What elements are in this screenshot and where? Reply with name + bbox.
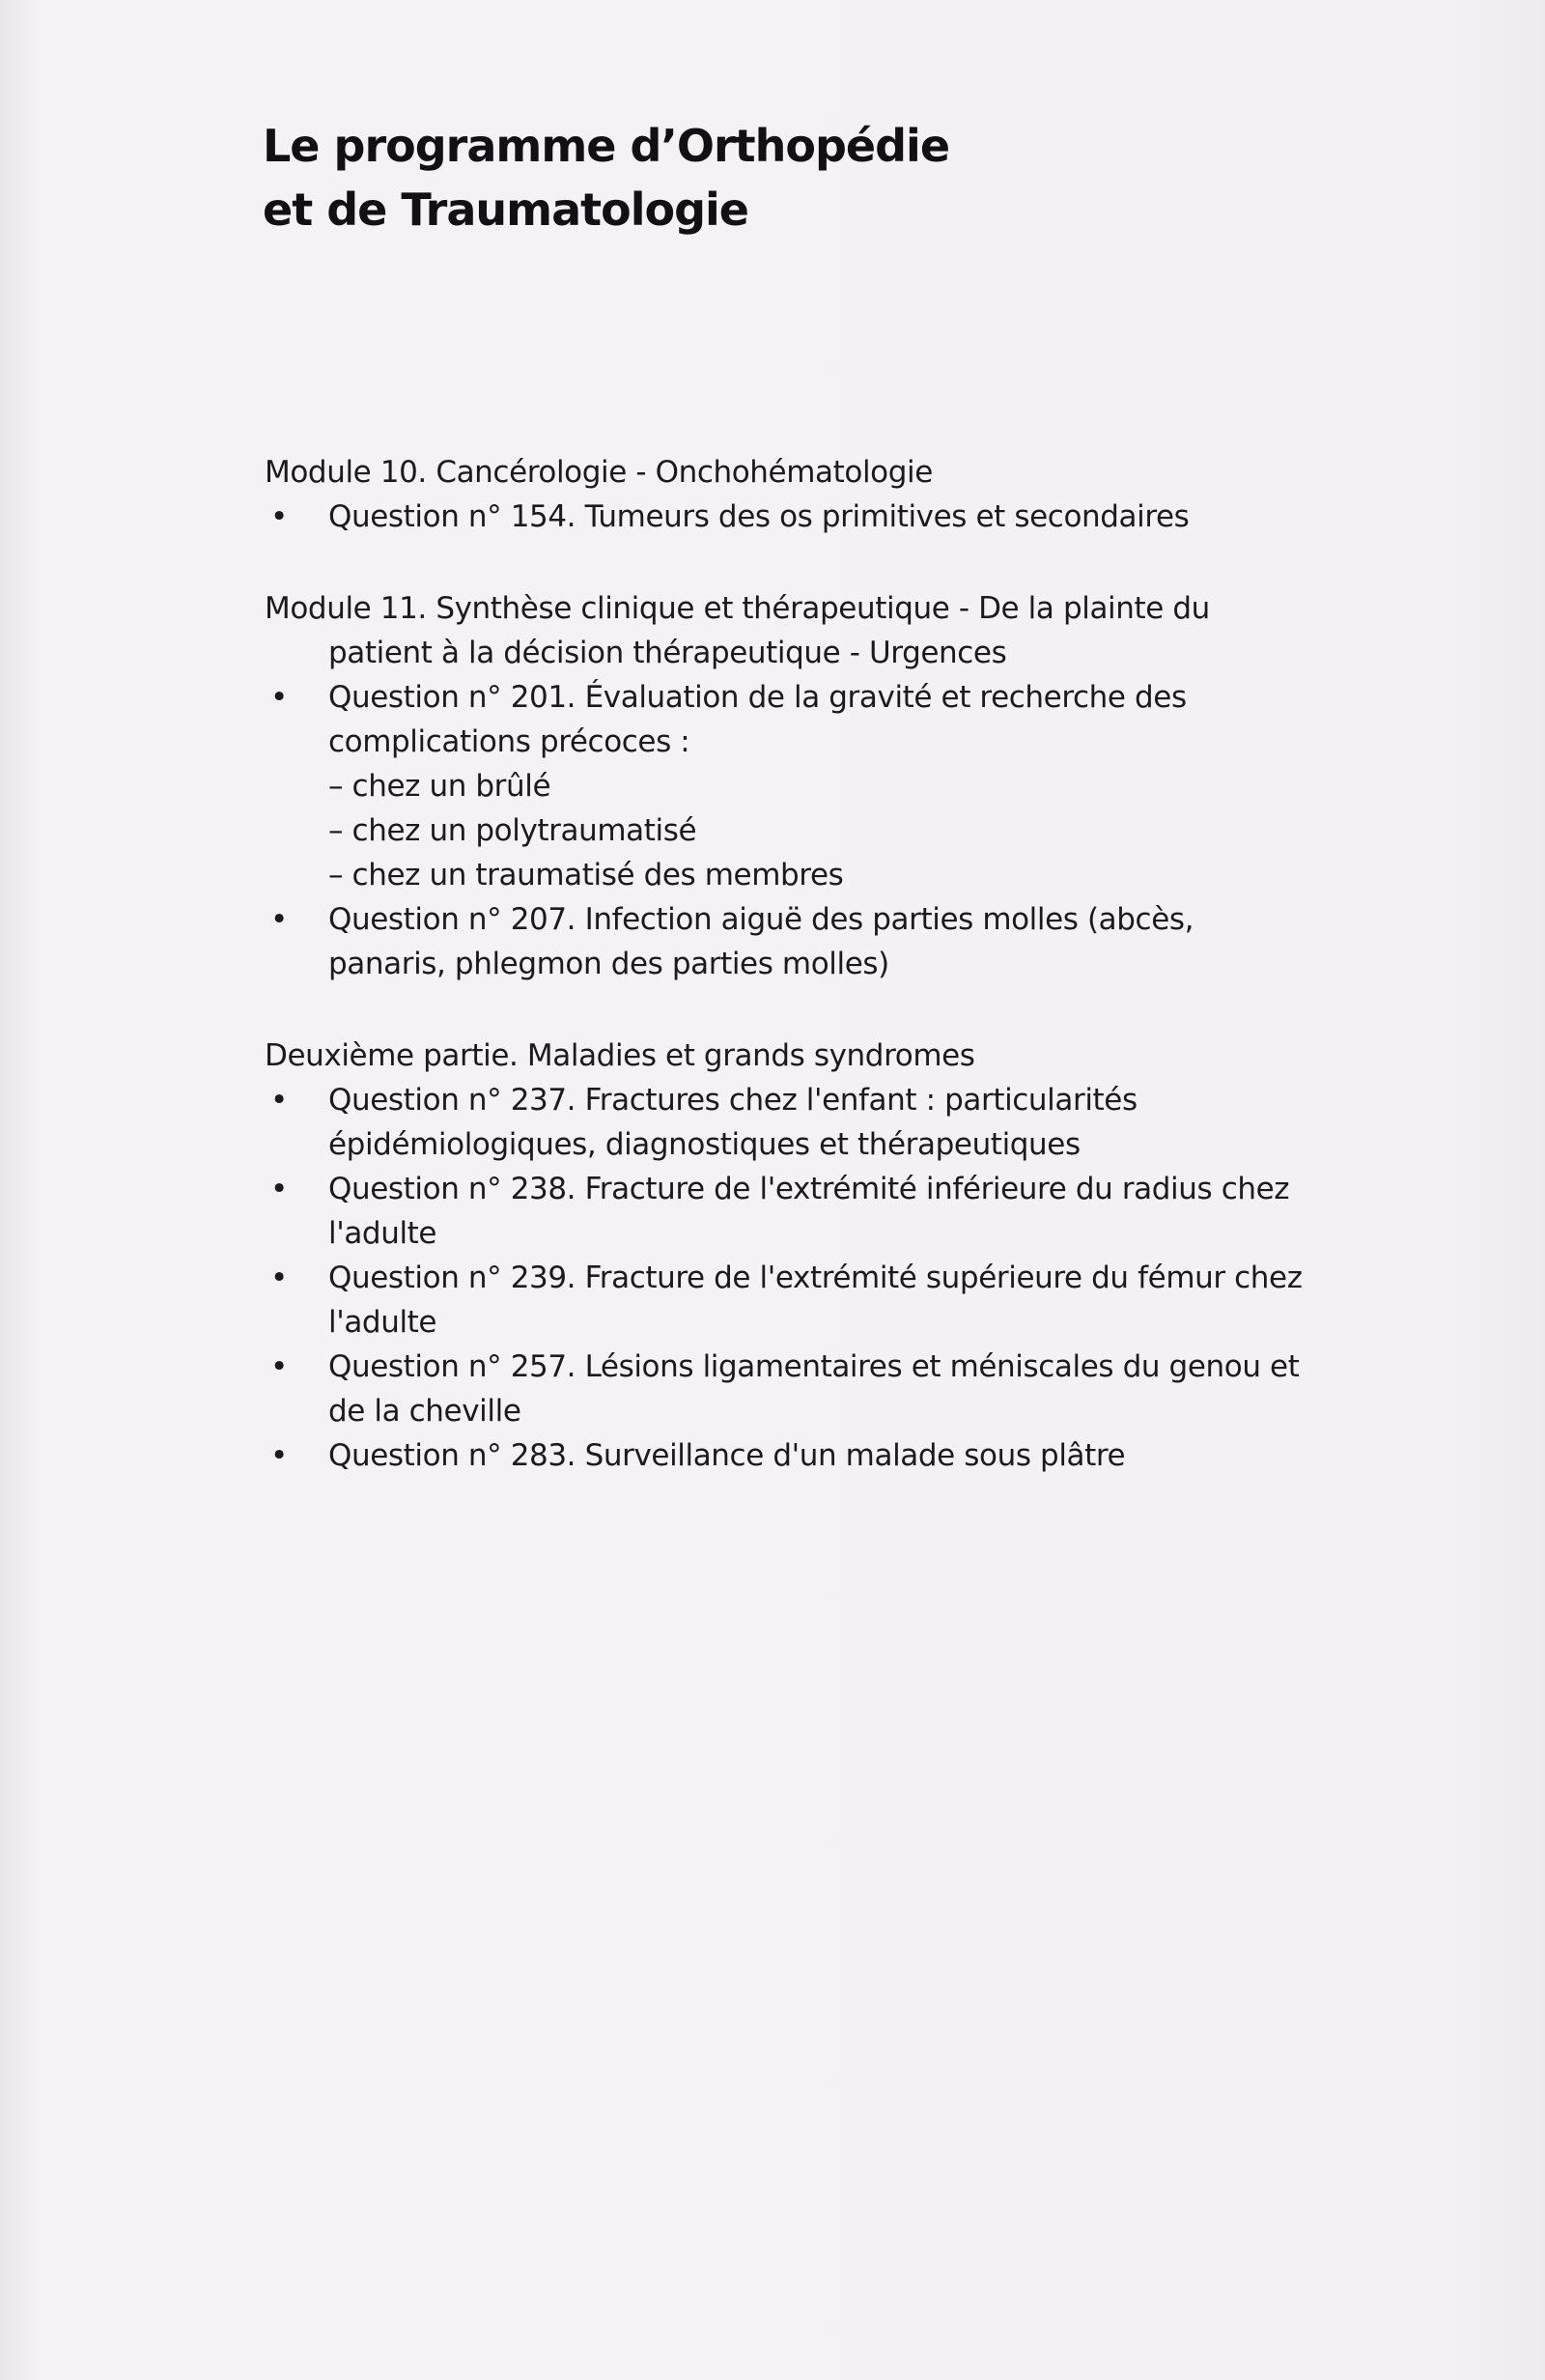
bullet-icon: •: [270, 1172, 288, 1206]
module-heading: [265, 1034, 1423, 1078]
bullet-icon: •: [270, 1083, 288, 1118]
module-heading-line: Module 10. Cancérologie - Onchohématologie: [265, 455, 933, 490]
module-heading-line: Module 11. Synthèse clinique et thérapeutique - De la plainte du: [265, 591, 1210, 626]
question-list: [265, 495, 1423, 539]
module-10-section: [265, 450, 1423, 539]
question-text: Question n° 207. Infection aiguë des parties molles (abcès,: [328, 902, 1194, 937]
title-line-2: et de Traumatologie: [263, 184, 748, 236]
question-text: Question n° 237. Fractures chez l'enfant : particularités: [328, 1083, 1138, 1118]
question-text: de la cheville: [328, 1394, 521, 1429]
question-text: Question n° 154. Tumeurs des os primitives et secondaires: [328, 499, 1190, 534]
question-text: l'adulte: [328, 1305, 437, 1340]
bullet-icon: •: [270, 1438, 288, 1473]
question-text: Question n° 238. Fracture de l'extrémité inférieure du radius chez: [328, 1172, 1290, 1206]
list-item: [265, 1345, 1423, 1433]
bullet-icon: •: [270, 1261, 288, 1295]
list-item: [265, 1256, 1423, 1345]
bullet-icon: •: [270, 902, 288, 937]
list-item: [265, 1433, 1423, 1478]
deuxieme-partie-section: [265, 1034, 1423, 1478]
question-text: épidémiologiques, diagnostiques et thérapeutiques: [328, 1127, 1081, 1162]
list-item: [265, 675, 1423, 897]
bullet-icon: •: [270, 680, 288, 715]
module-heading: [265, 586, 1423, 675]
module-heading: [265, 450, 1423, 495]
bullet-icon: •: [270, 499, 288, 534]
question-text: Question n° 257. Lésions ligamentaires et méniscales du genou et: [328, 1349, 1300, 1384]
sub-item: – chez un brûlé: [328, 769, 551, 804]
list-item: [265, 1078, 1423, 1167]
title-line-1: Le programme d’Orthopédie: [263, 120, 950, 172]
module-heading-line: patient à la décision thérapeutique - Urgences: [328, 636, 1007, 670]
question-text: l'adulte: [328, 1216, 437, 1251]
list-item: [265, 495, 1423, 539]
module-11-section: [265, 586, 1423, 986]
page-title: [263, 114, 949, 241]
sub-item: – chez un polytraumatisé: [328, 813, 697, 848]
question-list: [265, 1078, 1423, 1478]
list-item: [265, 897, 1423, 986]
question-text: Question n° 201. Évaluation de la gravité et recherche des: [328, 680, 1187, 715]
question-text: Question n° 239. Fracture de l'extrémité supérieure du fémur chez: [328, 1261, 1303, 1295]
question-list: [265, 675, 1423, 986]
list-item: [265, 1167, 1423, 1256]
sub-item: – chez un traumatisé des membres: [328, 858, 844, 892]
program-content: [265, 450, 1423, 1525]
bullet-icon: •: [270, 1349, 288, 1384]
question-text: panaris, phlegmon des parties molles): [328, 947, 889, 981]
question-text: Question n° 283. Surveillance d'un malade sous plâtre: [328, 1438, 1126, 1473]
question-text: complications précoces :: [328, 724, 690, 759]
module-heading-line: Deuxième partie. Maladies et grands syndromes: [265, 1038, 975, 1073]
